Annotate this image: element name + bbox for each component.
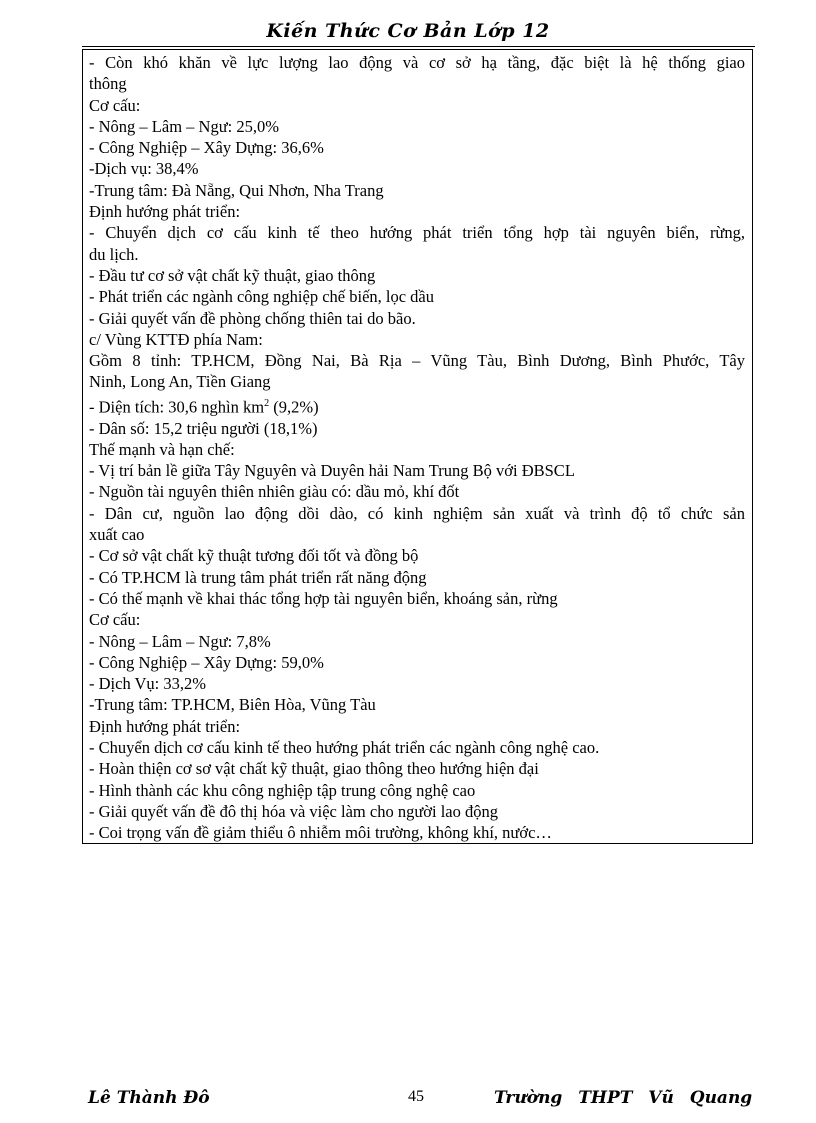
content-line: - Cơ sở vật chất kỹ thuật tương đối tốt và đồng bộ xyxy=(89,546,419,566)
content-line: - Nông – Lâm – Ngư: 7,8% xyxy=(89,631,271,651)
header-rule xyxy=(82,46,755,47)
footer-author: Lê Thành Đô xyxy=(88,1088,210,1108)
content-line: - Dân cư, nguồn lao động dồi dào, có kinh nghiệm sản xuất và trình độ tổ chức sản xyxy=(89,503,745,523)
content-line: - Hình thành các khu công nghiệp tập trung công nghệ cao xyxy=(89,780,476,800)
content-line: - Có thế mạnh về khai thác tổng hợp tài nguyên biển, khoáng sản, rừng xyxy=(89,588,558,608)
content-line: c/ Vùng KTTĐ phía Nam: xyxy=(89,329,263,349)
content-line: - Giải quyết vấn đề phòng chống thiên tai do bão. xyxy=(89,308,416,328)
area-percent: (9,2%) xyxy=(269,397,319,417)
content-line: -Trung tâm: Đà Nẵng, Qui Nhơn, Nha Trang xyxy=(89,180,384,200)
content-line: -Trung tâm: TP.HCM, Biên Hòa, Vũng Tàu xyxy=(89,695,376,715)
content-line: Thế mạnh và hạn chế: xyxy=(89,439,235,459)
content-line: Gồm 8 tỉnh: TP.HCM, Đồng Nai, Bà Rịa – Vũng Tàu, Bình Dương, Bình Phước, Tây xyxy=(89,351,745,371)
content-box xyxy=(82,49,753,844)
content-line: -Dịch vụ: 38,4% xyxy=(89,159,199,179)
content-line: Ninh, Long An, Tiền Giang xyxy=(89,372,271,392)
content-line: - Đầu tư cơ sở vật chất kỹ thuật, giao thông xyxy=(89,265,376,285)
content-line: - Dịch Vụ: 33,2% xyxy=(89,674,207,694)
content-line: - Giải quyết vấn đề đô thị hóa và việc làm cho người lao động xyxy=(89,801,498,821)
area-text: - Diện tích: 30,6 nghìn km xyxy=(89,397,265,417)
content-line: - Còn khó khăn về lực lượng lao động và cơ sở hạ tầng, đặc biệt là hệ thống giao xyxy=(89,53,745,72)
content-line: xuất cao xyxy=(89,525,145,545)
content-line: - Công Nghiệp – Xây Dựng: 59,0% xyxy=(89,652,324,672)
content-line: - Phát triển các ngành công nghiệp chế biến, lọc dầu xyxy=(89,287,435,307)
content-line: Cơ cấu: xyxy=(89,610,141,630)
content-line: - Công Nghiệp – Xây Dựng: 36,6% xyxy=(89,138,324,158)
content-line: du lịch. xyxy=(89,244,139,264)
page-number: 45 xyxy=(408,1088,424,1105)
content-line: - Coi trọng vấn đề giảm thiểu ô nhiễm môi trường, không khí, nước… xyxy=(89,823,552,843)
content-line: - Dân số: 15,2 triệu người (18,1%) xyxy=(89,418,318,438)
content-line: Cơ cấu: xyxy=(89,95,141,115)
content-line: - Nông – Lâm – Ngư: 25,0% xyxy=(89,116,279,136)
area-superscript: 2 xyxy=(264,397,270,409)
content-line: - Có TP.HCM là trung tâm phát triển rất năng động xyxy=(89,567,427,587)
area-line xyxy=(89,393,745,418)
content-line: - Chuyển dịch cơ cấu kinh tế theo hướng phát triển các ngành công nghệ cao. xyxy=(89,738,600,757)
page-footer xyxy=(0,1088,816,1112)
footer-school: Trường THPT Vũ Quang xyxy=(494,1088,753,1108)
content-line: - Vị trí bản lề giữa Tây Nguyên và Duyên hải Nam Trung Bộ với ĐBSCL xyxy=(89,461,575,481)
content-line: Định hướng phát triển: xyxy=(89,716,241,736)
content-line: Định hướng phát triển: xyxy=(89,202,241,222)
content-line: - Hoàn thiện cơ sơ vật chất kỹ thuật, giao thông theo hướng hiện đại xyxy=(89,759,539,779)
page-header-title: Kiến Thức Cơ Bản Lớp 12 xyxy=(266,20,550,42)
content-line: - Chuyển dịch cơ cấu kinh tế theo hướng phát triển tổng hợp tài nguyên biển, rừng, xyxy=(89,223,745,243)
content-line: - Nguồn tài nguyên thiên nhiên giàu có: dầu mỏ, khí đốt xyxy=(89,482,460,502)
content-line: thông xyxy=(89,74,127,94)
